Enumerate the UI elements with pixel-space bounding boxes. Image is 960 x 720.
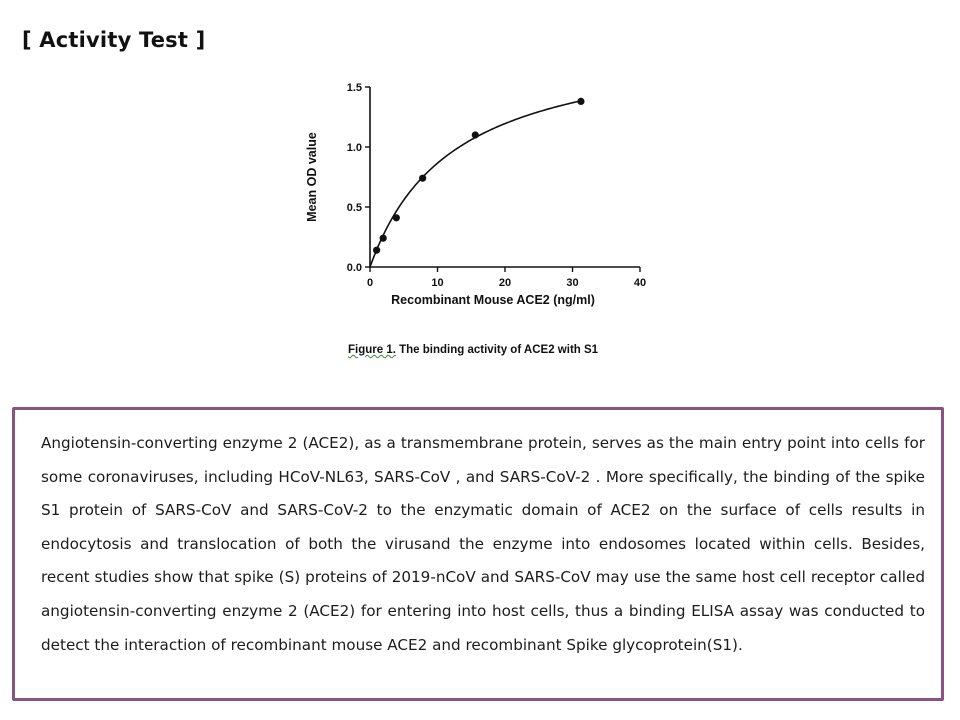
x-tick-label: 10 — [431, 277, 444, 289]
y-tick-label: 1.0 — [346, 142, 362, 154]
description-text: Angiotensin-converting enzyme 2 (ACE2), as a transmembrane protein, serves as the main entry point into cells for some coronaviruses, including HCoV-NL63, SARS-CoV , and SARS-CoV-2 . More specifically, the binding of the spike S1 protein of SARS-CoV and SARS-CoV-2 to the enzymatic domain of ACE2 on the surface of cells results in endocytosis and translocation of both the virusand the enzyme into endosomes located within cells. Besides, recent studies show that spike (S) proteins of 2019-nCoV and SARS-CoV may use the same host cell receptor called angiotensin-converting enzyme 2 (ACE2) for entering into host cells, thus a binding ELISA assay was conducted to detect the interaction of recombinant mouse ACE2 and recombinant Spike glycoprotein(S1). — [41, 434, 925, 654]
y-tick-label: 1.5 — [346, 82, 362, 94]
y-axis-label: Mean OD value — [305, 132, 319, 222]
x-tick-label: 0 — [366, 277, 374, 289]
data-point — [419, 175, 426, 182]
y-tick-label: 0.0 — [346, 262, 362, 274]
figure-caption — [348, 344, 598, 356]
x-tick-label: 20 — [498, 277, 512, 289]
chart-svg — [290, 70, 670, 320]
data-point — [380, 235, 387, 242]
fit-curve — [370, 101, 581, 267]
data-point — [577, 98, 584, 105]
data-point — [393, 214, 400, 221]
data-points — [373, 98, 585, 254]
data-point — [373, 247, 380, 254]
x-tick-label: 40 — [633, 277, 647, 289]
description-box — [12, 407, 944, 701]
section-title: [ Activity Test ] — [22, 28, 206, 52]
x-tick-label: 30 — [566, 277, 579, 289]
binding-activity-chart — [290, 70, 670, 320]
y-tick-label: 0.5 — [346, 202, 362, 214]
x-axis-label: Recombinant Mouse ACE2 (ng/ml) — [391, 293, 595, 307]
data-point — [472, 131, 479, 138]
figure-caption-text: The binding activity of ACE2 with S1 — [395, 344, 599, 356]
chart-axes — [347, 82, 646, 289]
figure-caption-label: Figure 1. — [348, 344, 396, 356]
